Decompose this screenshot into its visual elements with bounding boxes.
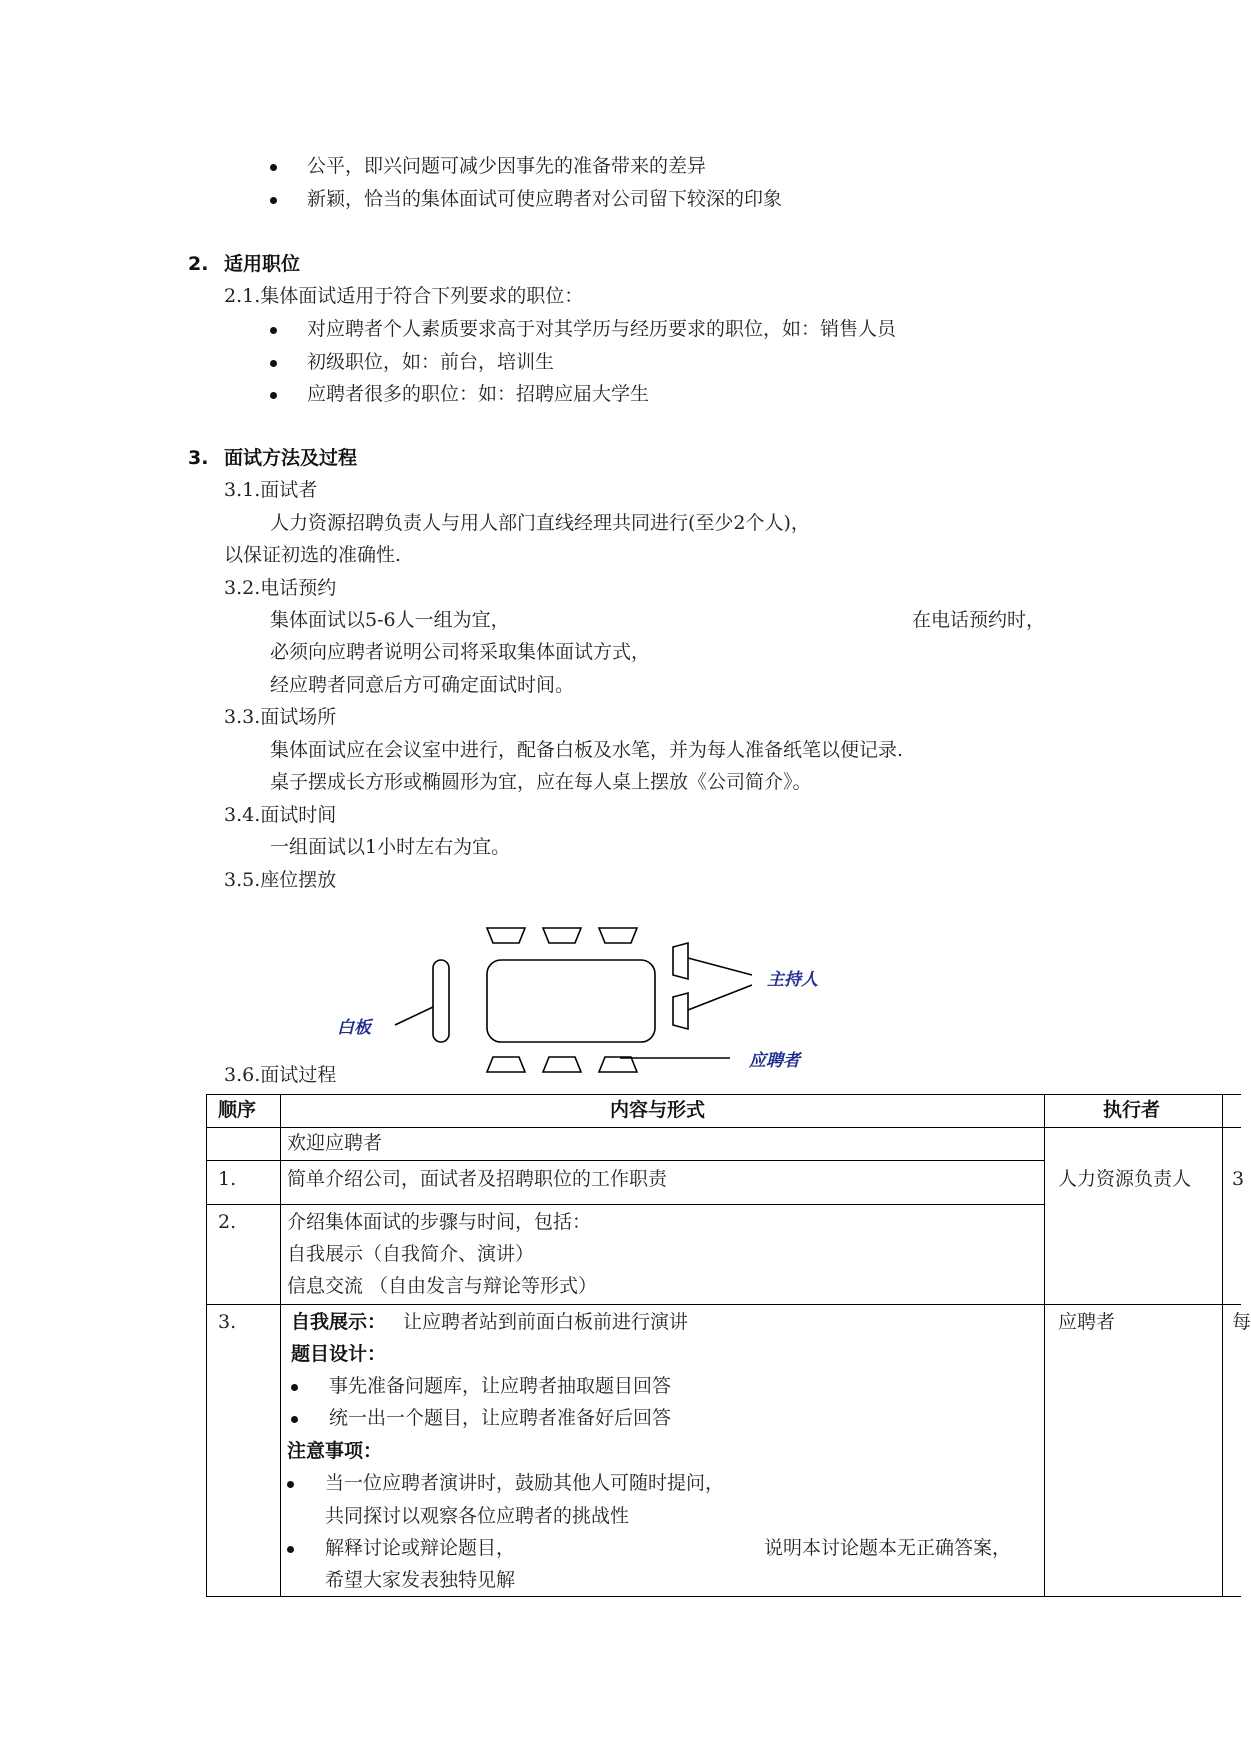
bullet-dot <box>270 164 277 171</box>
section-2-bullet-1: 对应聘者个人素质要求高于对其学历与经历要求的职位，如：销售人员 <box>307 318 897 340</box>
note-2-line1a: 解释讨论或辩论题目， <box>325 1537 516 1559</box>
table-row-2-order: 2. <box>218 1211 237 1233</box>
bullet-dot <box>270 392 277 399</box>
section-2-title: 适用职位 <box>224 253 301 275</box>
section-3-2-line1b: 在电话预约时， <box>912 609 1046 631</box>
section-3-3-heading: 3.3.面试场所 <box>224 706 337 728</box>
topic-bullet-2: 统一出一个题目，让应聘者准备好后回答 <box>329 1407 672 1429</box>
table-header-order: 顺序 <box>218 1099 257 1121</box>
note-1-line2: 共同探讨以观察各位应聘者的挑战性 <box>325 1505 630 1527</box>
section-3-3-line2: 桌子摆成长方形或椭圆形为宜，应在每人桌上摆放《公司简介》。 <box>270 771 812 793</box>
topic-design-label: 题目设计： <box>291 1343 387 1365</box>
whiteboard-shape <box>433 960 449 1042</box>
section-3-1-heading: 3.1.面试者 <box>224 479 318 501</box>
section-3-4-line1: 一组面试以1小时左右为宜。 <box>270 836 511 858</box>
section-3-5-heading: 3.5.座位摆放 <box>224 869 337 891</box>
section-3-2-line3: 经应聘者同意后方可确定面试时间。 <box>270 674 575 696</box>
note-2-line1b: 说明本讨论题本无正确答案， <box>764 1537 1012 1559</box>
table-row-2-bottom <box>206 1304 1241 1305</box>
table-row-2-line3: 信息交流 （自由发言与辩论等形式） <box>287 1275 598 1297</box>
table-header-content: 内容与形式 <box>610 1099 706 1121</box>
candidate-label: 应聘者 <box>749 1051 800 1071</box>
table-clipped-glyph-2: 每 <box>1232 1311 1251 1333</box>
section-3-title: 面试方法及过程 <box>224 447 358 469</box>
table-header-executor: 执行者 <box>1103 1099 1161 1121</box>
intro-bullet-1: 公平，即兴问题可减少因事先的准备带来的差异 <box>307 155 707 177</box>
section-3-number: 3. <box>188 447 209 469</box>
table-row-3-executor: 应聘者 <box>1058 1311 1116 1333</box>
table-row-2-line1: 介绍集体面试的步骤与时间，包括： <box>287 1211 592 1233</box>
bullet-dot <box>270 327 277 334</box>
table-row-2-line2: 自我展示（自我简介、演讲） <box>287 1243 535 1265</box>
chair-top-1 <box>487 928 525 943</box>
table-row-3-order: 3. <box>218 1311 237 1333</box>
section-3-2-line1a: 集体面试以5-6人一组为宜， <box>270 609 510 631</box>
note-2-line2: 希望大家发表独特见解 <box>325 1569 516 1591</box>
section-3-2-line2: 必须向应聘者说明公司将采取集体面试方式， <box>270 641 651 663</box>
note-1-line1: 当一位应聘者演讲时，鼓励其他人可随时提问， <box>325 1472 725 1494</box>
bullet-dot <box>291 1416 298 1423</box>
bullet-dot <box>270 360 277 367</box>
section-3-6-heading: 3.6.面试过程 <box>224 1064 337 1086</box>
bullet-dot <box>287 1546 294 1553</box>
host-label: 主持人 <box>767 970 818 990</box>
table-border-top <box>206 1094 1241 1095</box>
table-row-0-content: 欢迎应聘者 <box>287 1132 383 1154</box>
table-row-0-bottom <box>206 1160 1044 1161</box>
table-col-2 <box>1044 1094 1045 1596</box>
table-clipped-glyph-1: 3 <box>1232 1168 1245 1190</box>
section-3-1-line1: 人力资源招聘负责人与用人部门直线经理共同进行(至少2个人)， <box>270 512 810 534</box>
section-2-bullet-3: 应聘者很多的职位：如：招聘应届大学生 <box>307 383 650 405</box>
table-col-left <box>206 1094 207 1596</box>
chair-top-3 <box>599 928 637 943</box>
section-2-number: 2. <box>188 253 209 275</box>
whiteboard-label: 白板 <box>337 1018 371 1038</box>
self-show-text: 让应聘者站到前面白板前进行演讲 <box>403 1311 689 1333</box>
intro-bullet-2: 新颖，恰当的集体面试可使应聘者对公司留下较深的印象 <box>307 188 783 210</box>
chair-right-1 <box>673 943 688 979</box>
table-row-1-content: 简单介绍公司，面试者及招聘职位的工作职责 <box>287 1168 668 1190</box>
chair-bottom-1 <box>487 1057 525 1072</box>
topic-bullet-1: 事先准备问题库，让应聘者抽取题目回答 <box>329 1375 672 1397</box>
chair-bottom-2 <box>543 1057 581 1072</box>
table-executor-1: 人力资源负责人 <box>1058 1168 1192 1190</box>
table-header-bottom <box>206 1127 1241 1128</box>
table-row-1-bottom <box>206 1204 1044 1205</box>
section-2-1-text: 2.1.集体面试适用于符合下列要求的职位： <box>224 285 584 307</box>
bullet-dot <box>287 1481 294 1488</box>
chair-top-2 <box>543 928 581 943</box>
notes-label: 注意事项： <box>287 1440 383 1462</box>
section-2-bullet-2: 初级职位，如：前台，培训生 <box>307 351 555 373</box>
section-3-2-heading: 3.2.电话预约 <box>224 577 337 599</box>
conference-table <box>487 960 655 1042</box>
chair-bottom-3 <box>599 1057 637 1072</box>
bullet-dot <box>291 1384 298 1391</box>
table-row-1-order: 1. <box>218 1168 237 1190</box>
bullet-dot <box>270 197 277 204</box>
chair-right-2 <box>673 993 688 1029</box>
table-border-bottom <box>206 1596 1241 1597</box>
table-col-3 <box>1222 1094 1223 1596</box>
section-3-1-line2: 以保证初选的准确性. <box>224 544 402 566</box>
table-col-1 <box>280 1094 281 1596</box>
section-3-4-heading: 3.4.面试时间 <box>224 804 337 826</box>
section-3-3-line1: 集体面试应在会议室中进行，配备白板及水笔，并为每人准备纸笔以便记录. <box>270 739 904 761</box>
self-show-label: 自我展示： <box>291 1311 387 1333</box>
